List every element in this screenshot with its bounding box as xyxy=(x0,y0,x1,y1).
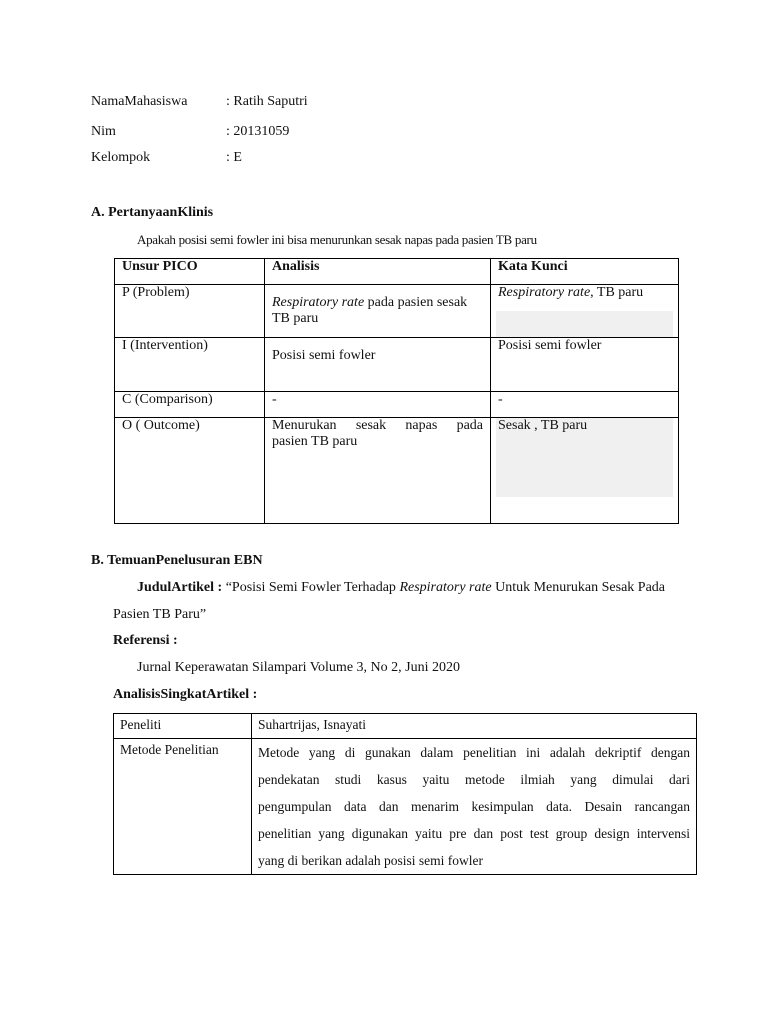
nama-value: : Ratih Saputri xyxy=(226,94,308,109)
nama-label: NamaMahasiswa xyxy=(91,94,188,109)
judul-italic: Respiratory rate xyxy=(399,580,492,595)
pico-row-outcome-unsur: O ( Outcome) xyxy=(115,418,265,524)
judul-rest: Untuk Menurukan Sesak Pada xyxy=(491,580,666,595)
pico-row-intervention-unsur: I (Intervention) xyxy=(115,338,265,392)
judul-open: “Posisi Semi Fowler Terhadap xyxy=(225,580,400,595)
pico-row-comparison xyxy=(115,392,679,418)
pico-row-outcome xyxy=(115,418,679,524)
analisis-singkat-label: AnalisisSingkatArtikel : xyxy=(113,687,258,702)
pico-row-problem-unsur: P (Problem) xyxy=(115,285,265,338)
pico-row-problem xyxy=(115,285,679,338)
pico-row-intervention-kata: Posisi semi fowler xyxy=(491,338,679,392)
metode-line: penelitian yang digunakan yaitu pre dan post test group design intervensi xyxy=(258,826,690,841)
clinical-question: Apakah posisi semi fowler ini bisa menurunkan sesak napas pada pasien TB paru xyxy=(137,232,537,247)
pico-row-comparison-analisis: - xyxy=(265,392,491,418)
kata-rest: , TB paru xyxy=(590,285,644,300)
section-b-heading: B. TemuanPenelusuran EBN xyxy=(91,553,263,568)
pico-table xyxy=(114,258,679,524)
analisis-italic-term: Respiratory rate xyxy=(272,295,365,310)
pico-row-outcome-kata xyxy=(491,418,679,524)
pico-header-kata-kunci: Kata Kunci xyxy=(491,259,679,285)
judul-artikel-line2: Pasien TB Paru” xyxy=(113,607,207,622)
metode-line: Metode yang di gunakan dalam penelitian ini adalah dekriptif dengan xyxy=(258,745,690,760)
analisis-rest: pada pasien sesak xyxy=(364,295,468,310)
pico-row-comparison-unsur: C (Comparison) xyxy=(115,392,265,418)
referensi-value: Jurnal Keperawatan Silampari Volume 3, No 2, Juni 2020 xyxy=(137,660,460,675)
intervention-analisis-text: Posisi semi fowler xyxy=(272,348,376,363)
nim-label: Nim xyxy=(91,124,116,139)
pico-row-problem-analisis xyxy=(265,285,491,338)
pico-header-row xyxy=(115,259,679,285)
pico-header-analisis: Analisis xyxy=(265,259,491,285)
nim-value: : 20131059 xyxy=(226,124,290,139)
outcome-analisis-line2: pasien TB paru xyxy=(272,434,358,449)
pico-row-outcome-analisis xyxy=(265,418,491,524)
peneliti-value: Suhartrijas, Isnayati xyxy=(252,714,697,739)
metode-line: yang di berikan adalah posisi semi fowler xyxy=(258,853,483,868)
metode-line: pendekatan studi kasus yaitu metode ilmiah yang dimulai dari xyxy=(258,772,690,787)
article-analysis-table xyxy=(113,713,697,875)
kelompok-label: Kelompok xyxy=(91,150,151,165)
kelompok-value: : E xyxy=(226,150,242,165)
peneliti-label: Peneliti xyxy=(114,714,252,739)
kata-italic-term: Respiratory rate xyxy=(498,285,591,300)
metode-value xyxy=(252,739,697,875)
pico-row-problem-kata xyxy=(491,285,679,338)
pico-row-intervention xyxy=(115,338,679,392)
judul-label: JudulArtikel : xyxy=(137,580,226,595)
article-row-peneliti xyxy=(114,714,697,739)
metode-line: pengumpulan data dan menarim kesimpulan data. Desain rancangan xyxy=(258,799,690,814)
article-row-metode xyxy=(114,739,697,875)
outcome-kata-text: Sesak , TB paru xyxy=(498,418,588,433)
pico-row-intervention-analisis xyxy=(265,338,491,392)
metode-label: Metode Penelitian xyxy=(114,739,252,875)
pico-row-comparison-kata: - xyxy=(491,392,679,418)
pico-header-unsur: Unsur PICO xyxy=(115,259,265,285)
analisis-line2: TB paru xyxy=(272,311,319,326)
referensi-label: Referensi : xyxy=(113,633,178,648)
section-a-heading: A. PertanyaanKlinis xyxy=(91,205,214,220)
outcome-analisis-line1: Menurukan sesak napas pada xyxy=(272,418,483,433)
judul-artikel-line1 xyxy=(137,580,665,596)
